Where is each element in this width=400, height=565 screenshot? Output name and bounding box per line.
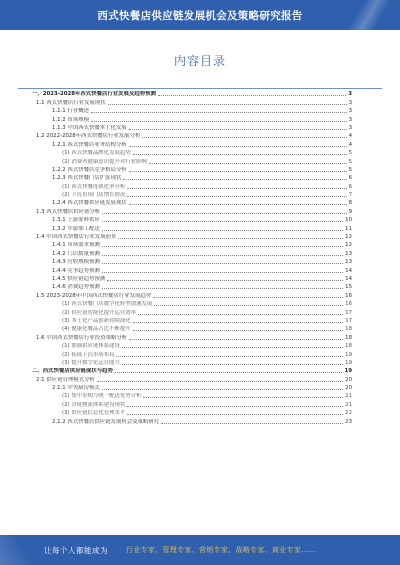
toc-entry[interactable] <box>22 124 352 132</box>
toc-entry[interactable] <box>22 182 352 190</box>
toc-entry-label: (4) 健康化餐品占比不断提升 <box>62 326 131 333</box>
toc-entry-page: 5 <box>348 150 352 157</box>
toc-entry-page: 18 <box>345 326 352 333</box>
toc-leader-dots <box>122 347 343 348</box>
toc-entry[interactable] <box>22 400 352 408</box>
toc-entry-page: 9 <box>348 208 352 215</box>
toc-leader-dots <box>133 330 343 331</box>
toc-entry[interactable] <box>22 350 352 358</box>
toc-entry[interactable] <box>22 140 352 148</box>
toc-leader-dots <box>127 414 343 415</box>
toc-entry-label: 1.5 2023-2028年中国西式快餐店行业发展趋势 <box>36 292 152 299</box>
toc-entry-page: 16 <box>345 292 352 299</box>
toc-entry[interactable] <box>22 258 352 266</box>
toc-leader-dots <box>127 406 343 407</box>
toc-entry-page: 19 <box>344 368 352 375</box>
toc-entry[interactable] <box>22 115 352 123</box>
toc-entry-page: 17 <box>345 309 352 316</box>
toc-entry-label: (3) 提升数字化运营能力 <box>62 359 120 366</box>
report-title: 西式快餐店供应链发展机会及策略研究报告 <box>97 9 303 22</box>
toc-leader-dots <box>133 322 343 323</box>
toc-entry-page: 15 <box>345 284 352 291</box>
toc-heading: 内容目录 <box>173 54 226 68</box>
toc-entry-page: 13 <box>345 250 352 257</box>
toc-entry-label: 1.4 中国西式快餐店行业发展前景 <box>36 234 117 241</box>
toc-entry[interactable] <box>22 283 352 291</box>
toc-leader-dots <box>123 179 346 180</box>
toc-entry[interactable] <box>22 291 352 299</box>
toc-entry-label: 1.2.1 西式快餐店业务结构分析 <box>52 141 127 148</box>
toc-entry[interactable] <box>22 216 352 224</box>
toc-entry-label: 二、西式快餐店供应链现状与趋势 <box>32 368 113 375</box>
toc-entry-page: 21 <box>345 393 352 400</box>
toc-entry-page: 6 <box>348 175 352 182</box>
toc-entry-label: 1.4.2 门店数量预测 <box>52 250 100 257</box>
toc-entry[interactable] <box>22 241 352 249</box>
toc-leader-dots <box>161 423 343 424</box>
toc-entry-page: 16 <box>345 301 352 308</box>
toc-entry-page: 4 <box>348 133 352 140</box>
toc-entry[interactable] <box>22 367 352 375</box>
toc-entry-label: (2) 下沉市场门店增长情况 <box>62 192 126 199</box>
toc-leader-dots <box>149 163 347 164</box>
header-decoration <box>330 0 400 30</box>
toc-entry[interactable] <box>22 359 352 367</box>
toc-entry-page: 10 <box>345 217 352 224</box>
toc-entry-page: 3 <box>348 99 352 106</box>
toc-entry-label: 1.2.2 西式快餐店竞争格局分析 <box>52 166 127 173</box>
toc-entry-label: (1) 西式快餐门店数字化转型加速发展 <box>62 301 153 308</box>
toc-entry-label: 一、2023-2028年西式快餐店行业发展及趋势预测 <box>32 91 156 98</box>
toc-entry-page: 3 <box>348 124 352 131</box>
toc-entry-page: 3 <box>348 108 352 115</box>
table-of-contents <box>22 90 352 426</box>
toc-leader-dots <box>91 121 347 122</box>
toc-entry-page: 19 <box>345 351 352 358</box>
toc-leader-dots <box>153 297 343 298</box>
toc-entry[interactable] <box>22 384 352 392</box>
toc-leader-dots <box>127 188 346 189</box>
toc-entry-page: 11 <box>345 225 352 232</box>
toc-entry-page: 3 <box>348 116 352 123</box>
toc-entry-page: 17 <box>345 317 352 324</box>
toc-entry-label: (3) 本土化产品创新持续深化 <box>62 317 131 324</box>
toc-entry[interactable] <box>22 308 352 316</box>
toc-leader-dots <box>127 196 346 197</box>
toc-entry[interactable] <box>22 224 352 232</box>
toc-entry-page: 18 <box>345 334 352 341</box>
toc-entry-label: 2.1 供应链管理模式分析 <box>36 376 95 383</box>
toc-leader-dots <box>108 104 347 105</box>
toc-entry-page: 14 <box>345 267 352 274</box>
toc-entry[interactable] <box>22 233 352 241</box>
toc-entry-label: 2.1.2 西式快餐店供应链发展机会及策略研究 <box>52 418 160 425</box>
toc-leader-dots <box>102 255 343 256</box>
toc-leader-dots <box>107 280 343 281</box>
toc-entry-label: 1.2.4 西式快餐供应链发展现状 <box>52 200 127 207</box>
toc-entry[interactable] <box>22 300 352 308</box>
toc-entry-page: 8 <box>348 200 352 207</box>
toc-entry-label: (1) 西式快餐品牌化发展趋势 <box>62 150 131 157</box>
toc-entry[interactable] <box>22 417 352 425</box>
footer-decoration <box>0 535 40 565</box>
toc-leader-dots <box>102 230 343 231</box>
toc-leader-dots <box>133 154 347 155</box>
toc-entry-page: 12 <box>345 234 352 241</box>
toc-entry-label: (1) 加强供应链体系建设 <box>62 343 120 350</box>
toc-entry[interactable] <box>22 149 352 157</box>
toc-entry-page: 23 <box>345 418 352 425</box>
toc-entry-label: 1.3.2 中游加工配送 <box>52 225 100 232</box>
toc-leader-dots <box>102 272 343 273</box>
toc-entry-page: 21 <box>345 401 352 408</box>
toc-entry-label: (3) 供应链信息化管理水平 <box>62 410 126 417</box>
toc-entry-label: 1.1.2 市场规模 <box>52 116 89 123</box>
toc-entry-label: (2) 供应链智能化提升运营效率 <box>62 309 137 316</box>
toc-leader-dots <box>116 356 343 357</box>
toc-leader-dots <box>97 381 343 382</box>
toc-leader-dots <box>142 137 346 138</box>
toc-entry[interactable] <box>22 249 352 257</box>
toc-entry[interactable] <box>22 409 352 417</box>
toc-entry-page: 13 <box>345 259 352 266</box>
toc-entry-page: 12 <box>345 242 352 249</box>
toc-entry[interactable] <box>22 333 352 341</box>
toc-leader-dots <box>91 112 347 113</box>
toc-leader-dots <box>129 129 347 130</box>
toc-divider <box>18 88 382 89</box>
toc-entry-label: 1.1.3 中国西式快餐本土化发展 <box>52 124 127 131</box>
toc-leader-dots <box>158 95 346 96</box>
toc-entry[interactable] <box>22 174 352 182</box>
toc-entry[interactable] <box>22 207 352 215</box>
toc-entry[interactable] <box>22 325 352 333</box>
toc-entry-label: (2) 消费者健康意识提升对行业影响 <box>62 158 147 165</box>
toc-leader-dots <box>129 339 343 340</box>
toc-entry-page: 5 <box>348 158 352 165</box>
toc-entry-label: 1.4.4 竞争趋势预测 <box>52 267 100 274</box>
toc-entry-page: 4 <box>348 141 352 148</box>
toc-leader-dots <box>115 372 343 373</box>
toc-entry-label: (2) 拓展下沉市场布局 <box>62 351 115 358</box>
toc-entry[interactable] <box>22 199 352 207</box>
toc-entry[interactable] <box>22 166 352 174</box>
toc-leader-dots <box>154 305 343 306</box>
toc-entry-label: 1.1.1 行业概述 <box>52 108 89 115</box>
toc-leader-dots <box>138 314 343 315</box>
page-footer <box>0 535 400 565</box>
toc-entry-label: 1.4.3 营收规模预测 <box>52 259 100 266</box>
toc-entry[interactable] <box>22 98 352 106</box>
toc-entry-page: 20 <box>345 376 352 383</box>
toc-entry-label: 1.2 2022-2028年西式快餐店行业发展分析 <box>36 133 141 140</box>
toc-entry[interactable] <box>22 275 352 283</box>
toc-leader-dots <box>102 213 346 214</box>
toc-leader-dots <box>118 238 343 239</box>
toc-leader-dots <box>102 263 343 264</box>
toc-leader-dots <box>122 364 343 365</box>
toc-entry-label: (1) 集中采购与统一配送优势分析 <box>62 393 142 400</box>
footer-slogan: 让每个人都能成为 <box>44 545 108 555</box>
toc-entry-label: 1.4.6 消费趋势预测 <box>52 284 100 291</box>
toc-entry-page: 22 <box>345 410 352 417</box>
toc-entry-page: 14 <box>345 275 352 282</box>
toc-entry[interactable] <box>22 90 352 98</box>
toc-entry[interactable] <box>22 132 352 140</box>
toc-leader-dots <box>102 221 343 222</box>
toc-entry-page: 7 <box>348 192 352 199</box>
toc-entry-page: 19 <box>345 359 352 366</box>
toc-entry-page: 18 <box>345 343 352 350</box>
toc-entry-label: (2) 冷链物流体系建设现状 <box>62 401 126 408</box>
toc-entry[interactable] <box>22 317 352 325</box>
toc-entry-label: (1) 西式快餐连锁化率分析 <box>62 183 126 190</box>
toc-entry-label: 1.3.1 上游原料供应 <box>52 217 100 224</box>
toc-entry[interactable] <box>22 191 352 199</box>
toc-entry-label: 1.3 西式快餐店供应链分析 <box>36 208 101 215</box>
toc-leader-dots <box>102 389 343 390</box>
toc-leader-dots <box>143 397 343 398</box>
toc-entry-label: 1.6 中国西式快餐店行业投资策略分析 <box>36 334 128 341</box>
toc-entry-label: 1.1 西式快餐店行业发展现状 <box>36 99 106 106</box>
toc-entry[interactable] <box>22 107 352 115</box>
toc-entry-page: 20 <box>345 385 352 392</box>
footer-roles: 行业专家、管理专家、营销专家、战略专家、商业专家…… <box>126 546 316 554</box>
toc-entry-page: 5 <box>348 166 352 173</box>
toc-entry-page: 6 <box>348 183 352 190</box>
toc-entry[interactable] <box>22 375 352 383</box>
page-header <box>0 0 400 30</box>
toc-leader-dots <box>102 288 343 289</box>
toc-leader-dots <box>129 171 347 172</box>
toc-entry[interactable] <box>22 342 352 350</box>
toc-entry-page: 3 <box>348 91 352 98</box>
toc-entry-label: 1.4.5 供应链趋势预测 <box>52 275 106 282</box>
toc-entry[interactable] <box>22 266 352 274</box>
toc-entry-label: 1.4.1 市场需求预测 <box>52 242 100 249</box>
toc-entry-label: 1.2.3 西式快餐门店扩张现状 <box>52 175 122 182</box>
toc-leader-dots <box>129 146 347 147</box>
toc-leader-dots <box>129 204 347 205</box>
toc-leader-dots <box>102 246 343 247</box>
toc-entry[interactable] <box>22 157 352 165</box>
toc-entry-label: 2.1.1 中央厨房模式 <box>52 385 100 392</box>
toc-entry[interactable] <box>22 392 352 400</box>
